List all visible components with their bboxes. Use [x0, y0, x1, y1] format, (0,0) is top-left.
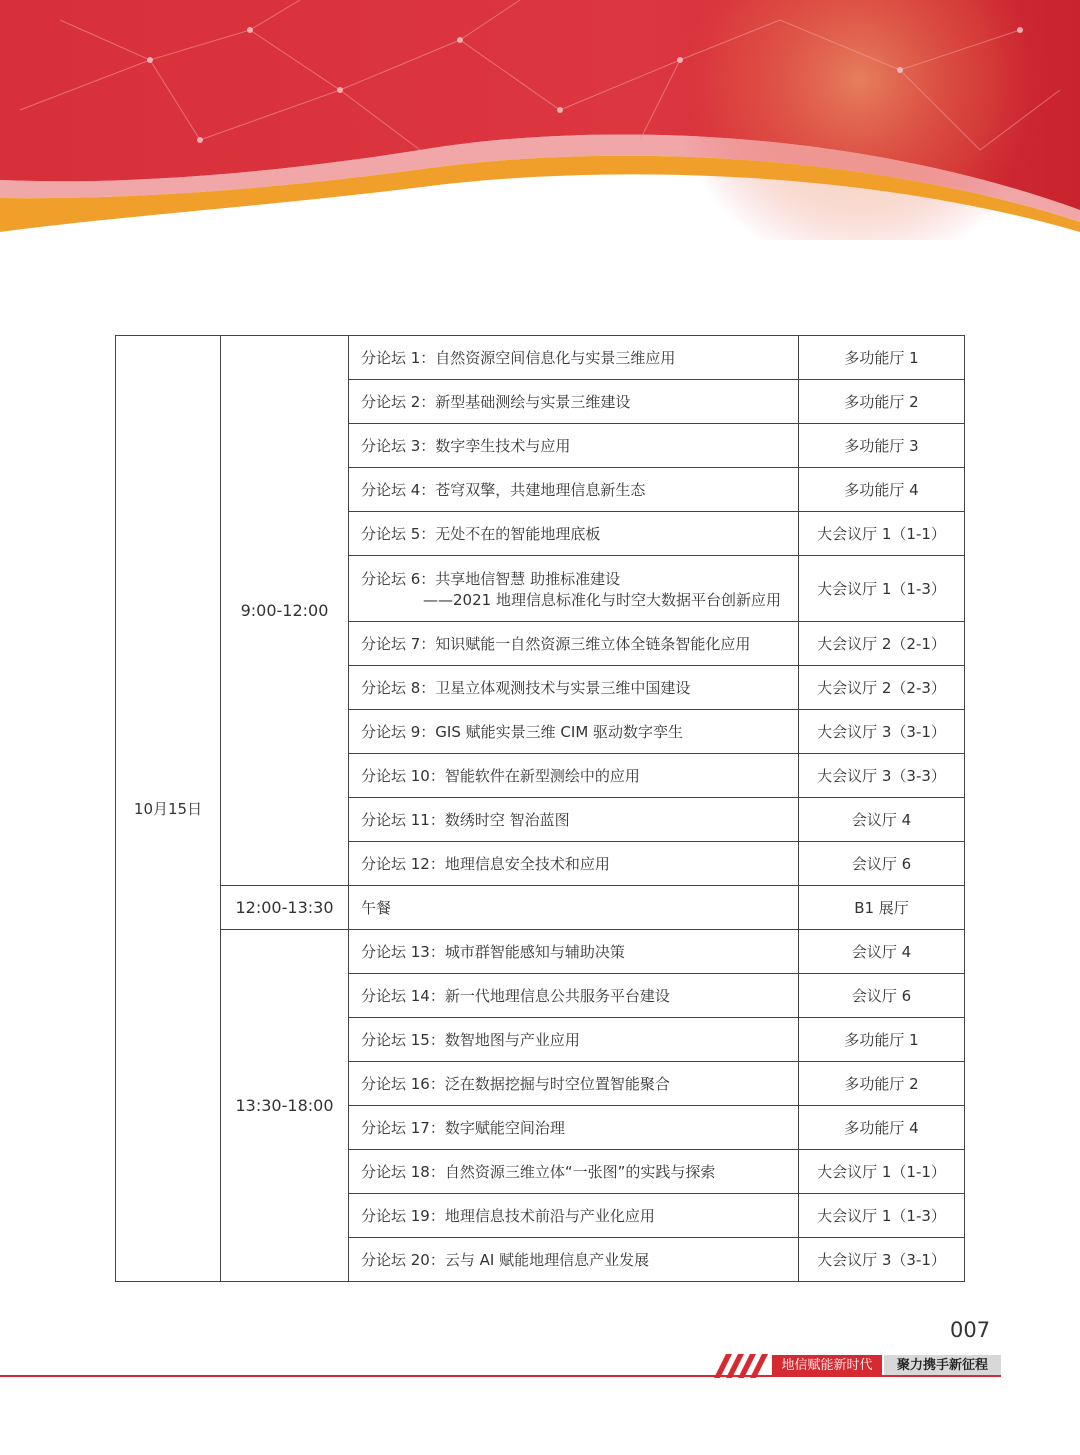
venue-cell: 多功能厅 2 — [799, 1062, 965, 1106]
venue-cell: 多功能厅 1 — [799, 1018, 965, 1062]
venue-cell: 多功能厅 2 — [799, 380, 965, 424]
forum-subtitle: ——2021 地理信息标准化与时空大数据平台创新应用 — [423, 590, 781, 609]
forum-title: 分论坛 15：数智地图与产业应用 — [361, 1031, 580, 1049]
venue-cell: 多功能厅 1 — [799, 336, 965, 380]
forum-cell — [349, 886, 799, 930]
time-slot-cell: 9:00-12:00 — [221, 336, 349, 886]
venue-cell: 会议厅 4 — [799, 798, 965, 842]
forum-cell — [349, 1062, 799, 1106]
forum-title: 分论坛 2：新型基础测绘与实景三维建设 — [361, 393, 631, 411]
forum-title: 分论坛 17：数字赋能空间治理 — [361, 1119, 565, 1137]
forum-cell — [349, 380, 799, 424]
time-slot-cell: 12:00-13:30 — [221, 886, 349, 930]
forum-cell — [349, 798, 799, 842]
venue-cell: 会议厅 4 — [799, 930, 965, 974]
forum-cell — [349, 336, 799, 380]
forum-title: 分论坛 9：GIS 赋能实景三维 CIM 驱动数字孪生 — [361, 723, 684, 741]
table-row — [116, 886, 965, 930]
venue-cell: B1 展厅 — [799, 886, 965, 930]
forum-cell — [349, 930, 799, 974]
forum-cell — [349, 512, 799, 556]
footer-rule — [0, 1375, 1001, 1377]
forum-cell — [349, 974, 799, 1018]
forum-title: 分论坛 5：无处不在的智能地理底板 — [361, 525, 601, 543]
forum-title: 分论坛 18：自然资源三维立体“一张图”的实践与探索 — [361, 1163, 716, 1181]
page-number: 007 — [950, 1318, 991, 1342]
venue-cell: 大会议厅 2（2-3） — [799, 666, 965, 710]
forum-title: 分论坛 7：知识赋能一自然资源三维立体全链条智能化应用 — [361, 635, 751, 653]
forum-cell — [349, 1194, 799, 1238]
forum-cell — [349, 468, 799, 512]
forum-cell — [349, 1238, 799, 1282]
forum-cell — [349, 1106, 799, 1150]
venue-cell: 大会议厅 1（1-1） — [799, 512, 965, 556]
venue-cell: 大会议厅 3（3-1） — [799, 710, 965, 754]
venue-cell: 多功能厅 4 — [799, 468, 965, 512]
venue-cell: 会议厅 6 — [799, 842, 965, 886]
forum-title: 分论坛 19：地理信息技术前沿与产业化应用 — [361, 1207, 655, 1225]
schedule-table — [115, 335, 965, 1282]
forum-cell — [349, 710, 799, 754]
forum-cell — [349, 556, 799, 622]
forum-cell — [349, 754, 799, 798]
venue-cell: 多功能厅 4 — [799, 1106, 965, 1150]
time-slot-cell: 13:30-18:00 — [221, 930, 349, 1282]
forum-cell — [349, 1018, 799, 1062]
forum-cell — [349, 666, 799, 710]
forum-title: 分论坛 4：苍穹双擎，共建地理信息新生态 — [361, 481, 646, 499]
venue-cell: 大会议厅 3（3-1） — [799, 1238, 965, 1282]
forum-title: 分论坛 11：数绣时空 智治蓝图 — [361, 811, 570, 829]
forum-cell — [349, 842, 799, 886]
forum-cell — [349, 424, 799, 468]
forum-title: 午餐 — [361, 899, 392, 917]
forum-cell — [349, 1150, 799, 1194]
footer-slogan-left: 地信赋能新时代 — [772, 1355, 882, 1377]
forum-title: 分论坛 6：共享地信智慧 助推标准建设 — [361, 569, 621, 588]
venue-cell: 大会议厅 2（2-1） — [799, 622, 965, 666]
table-row — [116, 930, 965, 974]
forum-title: 分论坛 20：云与 AI 赋能地理信息产业发展 — [361, 1251, 650, 1269]
forum-cell — [349, 622, 799, 666]
forum-title: 分论坛 14：新一代地理信息公共服务平台建设 — [361, 987, 670, 1005]
date-cell: 10月15日 — [116, 336, 221, 1282]
forum-title: 分论坛 3：数字孪生技术与应用 — [361, 437, 571, 455]
header-banner — [0, 0, 1080, 240]
forum-title: 分论坛 10：智能软件在新型测绘中的应用 — [361, 767, 640, 785]
venue-cell: 会议厅 6 — [799, 974, 965, 1018]
venue-cell: 大会议厅 1（1-1） — [799, 1150, 965, 1194]
forum-title: 分论坛 12：地理信息安全技术和应用 — [361, 855, 610, 873]
forum-title: 分论坛 13：城市群智能感知与辅助决策 — [361, 943, 625, 961]
venue-cell: 大会议厅 1（1-3） — [799, 556, 965, 622]
table-row — [116, 336, 965, 380]
venue-cell: 大会议厅 1（1-3） — [799, 1194, 965, 1238]
forum-title: 分论坛 1：自然资源空间信息化与实景三维应用 — [361, 349, 676, 367]
forum-title: 分论坛 16：泛在数据挖掘与时空位置智能聚合 — [361, 1075, 670, 1093]
venue-cell: 多功能厅 3 — [799, 424, 965, 468]
footer-slogan-right: 聚力携手新征程 — [884, 1355, 1001, 1377]
venue-cell: 大会议厅 3（3-3） — [799, 754, 965, 798]
forum-title: 分论坛 8：卫星立体观测技术与实景三维中国建设 — [361, 679, 691, 697]
